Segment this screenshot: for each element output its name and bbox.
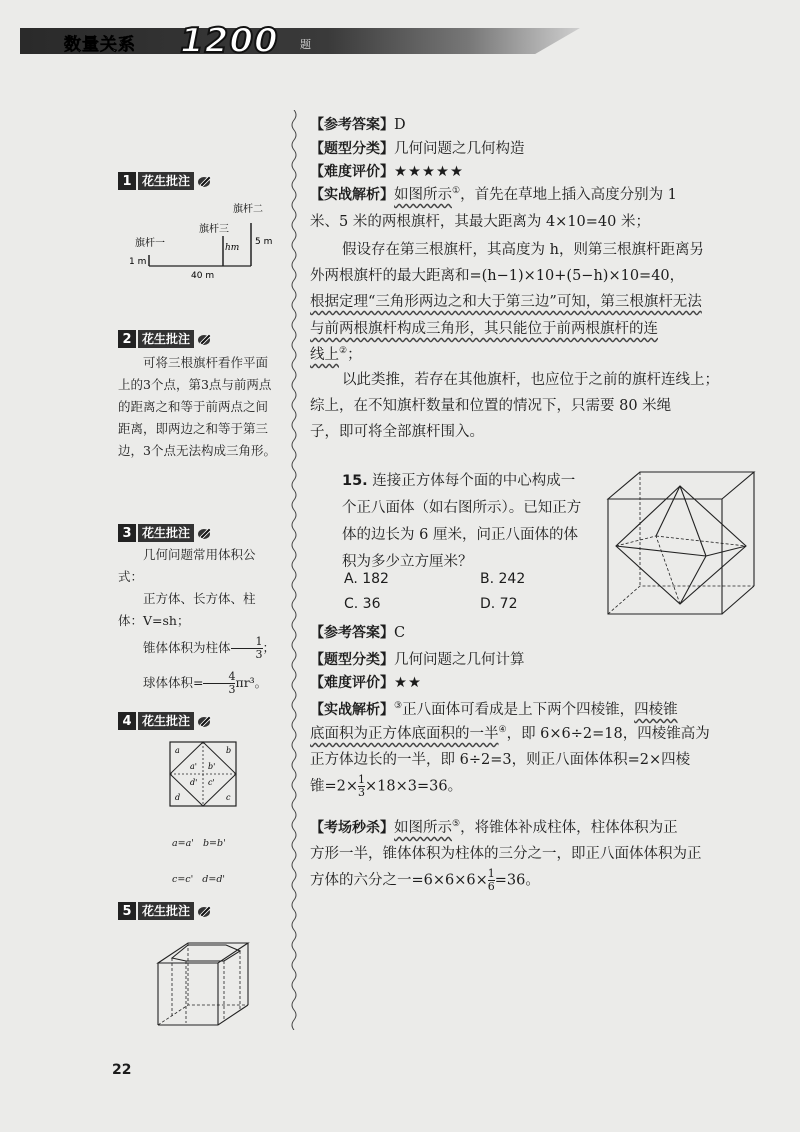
svg-text:c: c bbox=[226, 793, 231, 802]
q15-option-d: D. 72 bbox=[480, 596, 518, 612]
svg-text:a': a' bbox=[190, 762, 197, 771]
square-diagram bbox=[168, 740, 238, 808]
pole3-label: 旗杆三 bbox=[199, 224, 229, 235]
h-label: hm bbox=[225, 243, 240, 253]
q15-question: 15. 连接正方体每个面的中心构成一个正八面体（如右图所示）。已知正方体的边长为 6 厘米，问正八面体的体积为多少立方厘米？ bbox=[342, 473, 582, 570]
note-number: 2 bbox=[118, 330, 136, 348]
pencil-note-icon bbox=[196, 903, 212, 919]
flagpole-diagram bbox=[125, 198, 285, 283]
note-3-text: 几何问题常用体积公式： 正方体、长方体、柱体：V=sh； 锥体体积为柱体 $\frac{1}{3}$ ； 球体体积= $\frac{4}{3}$ πr³。 bbox=[118, 547, 276, 696]
pencil-note-icon bbox=[196, 525, 212, 541]
note-label: 花生批注 bbox=[138, 330, 194, 348]
banner-suffix: 题 bbox=[300, 38, 311, 51]
svg-text:d': d' bbox=[190, 778, 198, 787]
note-number: 4 bbox=[118, 712, 136, 730]
prism-diagram bbox=[150, 925, 260, 1035]
q15-trick-line-1: 【考场秒杀】如图所示⑤，将锥体补成柱体，柱体体积为正 bbox=[310, 819, 678, 836]
octahedron-in-cube-diagram bbox=[596, 464, 766, 622]
q14-solution-line-5: 根据定理“三角形两边之和大于第三边”可知，第三根旗杆无法 bbox=[310, 294, 702, 310]
q14-solution-line-7: 线上②； bbox=[310, 346, 362, 363]
note-label: 花生批注 bbox=[138, 524, 194, 542]
q15-option-c: C. 36 bbox=[344, 596, 381, 612]
header-banner bbox=[20, 21, 580, 61]
note-label: 花生批注 bbox=[138, 712, 194, 730]
q14-solution-line-4: 外两根旗杆的最大距离和=(h−1)×10+(5−h)×10=40， bbox=[310, 268, 685, 284]
q15-type-line: 【题型分类】几何问题之几何计算 bbox=[310, 652, 525, 668]
note-4-equations: a=a' b=b' c=c' d=d' bbox=[172, 838, 226, 885]
note-number: 5 bbox=[118, 902, 136, 920]
q14-solution-line-6: 与前两根旗杆构成三角形，其只能位于前两根旗杆的连 bbox=[310, 321, 658, 337]
q15-solution-line-3: 正方体边长的一半，即 6÷2=3，则正八面体体积=2×四棱 bbox=[310, 752, 691, 768]
svg-text:b: b bbox=[226, 746, 232, 755]
note-label: 花生批注 bbox=[138, 902, 194, 920]
h1-label: 1 m bbox=[129, 257, 147, 267]
q14-type-line: 【题型分类】几何问题之几何构造 bbox=[310, 141, 525, 157]
q14-solution-line-1: 【实战解析】如图所示①，首先在草地上插入高度分别为 1 bbox=[310, 186, 677, 203]
banner-title: 数量关系 bbox=[64, 35, 136, 55]
pencil-note-icon bbox=[196, 713, 212, 729]
q15-solution-line-1: 【实战解析】③正八面体可看成是上下两个四棱锥，四棱锥 bbox=[310, 701, 678, 718]
q15-trick-line-2: 方形一半，锥体体积为柱体的三分之一，即正八面体体积为正 bbox=[310, 846, 702, 862]
svg-text:a: a bbox=[175, 746, 180, 755]
q15-solution-line-4: 锥=2× $\frac{1}{3}$ ×18×3=36。 bbox=[310, 773, 463, 799]
q14-solution-line-10: 子，即可将全部旗杆围入。 bbox=[310, 424, 484, 440]
dist-label: 40 m bbox=[191, 271, 215, 281]
h5-label: 5 m bbox=[255, 237, 273, 247]
q14-difficulty-line: 【难度评价】★★★★★ bbox=[310, 164, 464, 180]
q14-solution-line-8: 以此类推，若存在其他旗杆，也应位于之前的旗杆连线上； bbox=[342, 372, 719, 388]
q15-answer-line: 【参考答案】C bbox=[310, 625, 406, 641]
note-number: 3 bbox=[118, 524, 136, 542]
banner-number: 1200 bbox=[180, 21, 279, 61]
note-1-header bbox=[118, 172, 212, 190]
q14-solution-line-2: 米、5 米的两根旗杆，其最大距离为 4×10=40 米； bbox=[310, 214, 650, 230]
note-3-header bbox=[118, 524, 212, 542]
page-number: 22 bbox=[112, 1062, 132, 1078]
svg-text:b': b' bbox=[208, 762, 216, 771]
q15-solution-line-2: 底面积为正方体底面积的一半④，即 6×6÷2=18，四棱锥高为 bbox=[310, 725, 710, 742]
q15-option-b: B. 242 bbox=[480, 571, 526, 587]
note-5-header bbox=[118, 902, 212, 920]
pole2-label: 旗杆二 bbox=[233, 204, 263, 215]
pencil-note-icon bbox=[196, 173, 212, 189]
note-2-text: 可将三根旗杆看作平面上的3个点，第3点与前两点的距离之和等于前两点之间距离，即两边之和等于第三边，3个点无法构成三角形。 bbox=[118, 355, 276, 458]
q15-difficulty-line: 【难度评价】★★ bbox=[310, 675, 422, 691]
q14-answer-line: 【参考答案】D bbox=[310, 117, 406, 133]
note-2-header bbox=[118, 330, 212, 348]
note-4-header bbox=[118, 712, 212, 730]
pencil-note-icon bbox=[196, 331, 212, 347]
note-label: 花生批注 bbox=[138, 172, 194, 190]
svg-text:c': c' bbox=[208, 778, 215, 787]
q14-solution-line-9: 综上，在不知旗杆数量和位置的情况下，只需要 80 米绳 bbox=[310, 398, 672, 414]
q15-trick-line-3: 方体的六分之一=6×6×6× $\frac{1}{6}$ =36。 bbox=[310, 867, 540, 893]
q14-solution-line-3: 假设存在第三根旗杆，其高度为 h，则第三根旗杆距离另 bbox=[342, 242, 704, 258]
pole1-label: 旗杆一 bbox=[135, 238, 165, 249]
q15-option-a: A. 182 bbox=[344, 571, 389, 587]
column-divider bbox=[290, 110, 298, 1030]
svg-text:d: d bbox=[175, 793, 181, 802]
note-number: 1 bbox=[118, 172, 136, 190]
